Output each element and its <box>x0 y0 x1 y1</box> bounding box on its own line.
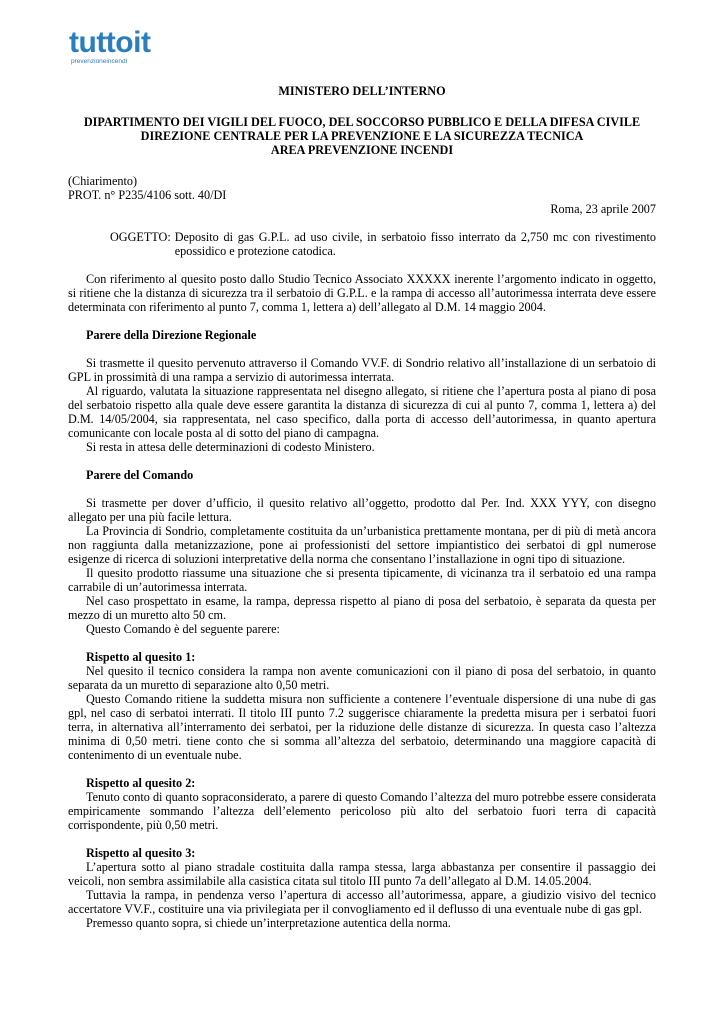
question-1-paragraph-1: Nel quesito il tecnico considera la rampa non avente comunicazioni con il piano di posa del serbatoio, in quanto separata da un muretto di separazione alto 0,50 metri. <box>68 664 656 692</box>
question-1-title: Rispetto al quesito 1: <box>86 650 196 664</box>
department-heading: DIPARTIMENTO DEI VIGILI DEL FUOCO, DEL SOCCORSO PUBBLICO E DELLA DIFESA CIVILE <box>83 115 641 129</box>
question-3-paragraph-1: L’apertura sotto al piano stradale costituita dalla rampa stessa, larga abbastanza per consentire il passaggio dei veicoli, non sembra assimilabile alla casistica citata sul titolo III punto 7a dell’allegato al D.M. 14.05.2004. <box>68 860 656 888</box>
regional-paragraph-3: Si resta in attesa delle determinazioni di codesto Ministero. <box>86 440 375 454</box>
question-2-paragraph-1: Tenuto conto di quanto sopraconsiderato, a parere di questo Comando l’altezza del muro potrebbe essere considerata empiricamente sommando l’altezza dell’elemento pericoloso più alto del serbatoio fuori terra di capacità corrispondente, più 0,50 metri. <box>68 790 656 832</box>
intro-paragraph: Con riferimento al quesito posto dallo Studio Tecnico Associato XXXXX inerente l’argomento indicato in oggetto, si ritiene che la distanza di sicurezza tra il serbatoio di G.P.L. e la rampa di accesso all’autorimessa interrata deve essere determinata con riferimento al punto 7, comma 1, lettera a) dell’allegato al D.M. 14 maggio 2004. <box>68 272 656 314</box>
protocol-number: PROT. n° P235/4106 sott. 40/DI <box>68 188 227 202</box>
document-type: (Chiarimento) <box>68 174 138 188</box>
area-heading: AREA PREVENZIONE INCENDI <box>270 143 454 157</box>
command-paragraph-5: Questo Comando è del seguente parere: <box>86 622 280 636</box>
regional-paragraph-2: Al riguardo, valutata la situazione rappresentata nel disegno allegato, si ritiene che l’apertura posta al piano di posa del serbatoio rispetto alla quale deve essere garantita la distanza di sicurezza di cui al punto 7, comma 1, lettera a) del D.M. 14/05/2004, sia rappresentata, nel caso specifico, dalla porta di accesso dell’autorimessa, in quanto apertura comunicante con locale posta al di sotto del piano di campagna. <box>68 384 656 440</box>
directorate-heading: DIREZIONE CENTRALE PER LA PREVENZIONE E LA SICUREZZA TECNICA <box>140 129 584 143</box>
question-1-paragraph-2: Questo Comando ritiene la suddetta misura non sufficiente a contenere l’eventuale dispersione di una nube di gas gpl, nel caso di serbatoi interrati. Il titolo III punto 7.2 suggerisce chiaramente la predetta misura per i serbatoi fuori terra, in alternativa all’interramento dei serbatoi, per la riduzione delle distanze di sicurezza. In questa caso l’altezza minima di 0,50 metri. tiene conto che si somma all’altezza del serbatoio, determinando una maggiore capacità di contenimento di un eventuale nube. <box>68 692 656 762</box>
document-date: Roma, 23 aprile 2007 <box>550 202 656 216</box>
regional-paragraph-1: Si trasmette il quesito pervenuto attraverso il Comando VV.F. di Sondrio relativo all’installazione di un serbatoio di GPL in prossimità di una rampa a servizio di autorimessa interrata. <box>68 356 656 384</box>
logo-tagline: prevenzioneincendi <box>71 58 128 65</box>
command-paragraph-1: Si trasmette per dover d’ufficio, il quesito relativo all’oggetto, prodotto dal Per. Ind. XXX YYY, con disegno allegato per una più facile lettura. <box>68 496 656 524</box>
command-paragraph-3: Il quesito prodotto riassume una situazione che si presenta tipicamente, di vicinanza tra il serbatoio ed una rampa carrabile di un’autorimessa interrata. <box>68 566 656 594</box>
tuttoit-logo <box>69 26 169 70</box>
question-3-title: Rispetto al quesito 3: <box>86 846 196 860</box>
command-paragraph-2: La Provincia di Sondrio, completamente costituita da un’urbanistica prettamente montana, per di più di metà ancora non raggiunta dalla metanizzazione, pone ai professionisti del settore impiantistico dei serbatoi di gpl numerose esigenze di ricerca di soluzioni interpretative della norma che consentano l’installazione in ogni tipo di situazione. <box>68 524 656 566</box>
regional-opinion-title: Parere della Direzione Regionale <box>86 328 257 342</box>
subject-label: OGGETTO: <box>110 230 171 244</box>
question-3-paragraph-3: Premesso quanto sopra, si chiede un’interpretazione autentica della norma. <box>86 916 451 930</box>
subject-block <box>68 230 656 258</box>
subject-text: Deposito di gas G.P.L. ad uso civile, in serbatoio fisso interrato da 2,750 mc con rivestimento epossidico e protezione catodica. <box>174 230 656 258</box>
ministry-heading: MINISTERO DELL’INTERNO <box>278 84 446 98</box>
question-3-paragraph-2: Tuttavia la rampa, in pendenza verso l’apertura di accesso all’autorimessa, appare, a giudizio visivo del tecnico accertatore VV.F., costituire una via privilegiata per il convogliamento ed il deflusso di una eventuale nube di gas gpl. <box>68 888 656 916</box>
document-body <box>68 84 656 930</box>
command-paragraph-4: Nel caso prospettato in esame, la rampa, depressa rispetto al piano di posa del serbatoio, è separata da questa per mezzo di un muretto alto 50 cm. <box>68 594 656 622</box>
question-2-title: Rispetto al quesito 2: <box>86 776 196 790</box>
command-opinion-title: Parere del Comando <box>86 468 194 482</box>
logo-wordmark: tuttoit <box>69 26 151 59</box>
